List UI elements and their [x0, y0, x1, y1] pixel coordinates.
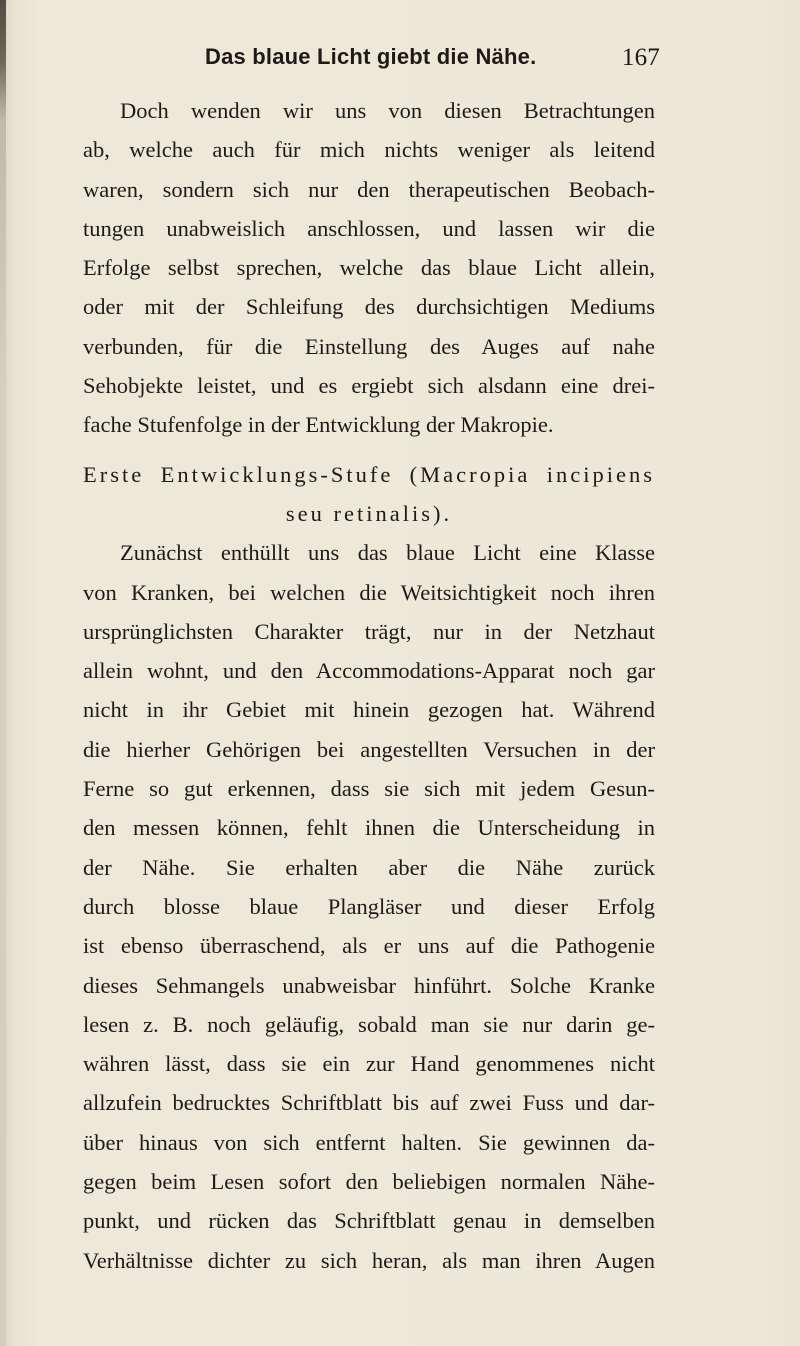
page-number: 167	[621, 44, 660, 71]
text-line: gegen beim Lesen sofort den beliebigen normalen Nähe-	[83, 1169, 655, 1195]
text-line: allein wohnt, und den Accommodations-Apparat noch gar	[83, 658, 655, 684]
text-line: nicht in ihr Gebiet mit hinein gezogen hat. Während	[83, 697, 655, 723]
text-line: Ferne so gut erkennen, dass sie sich mit jedem Gesun-	[83, 776, 655, 802]
heading-line: seu retinalis).	[285, 500, 453, 526]
running-head: Das blaue Licht giebt die Nähe.	[205, 44, 537, 69]
text-line: den messen können, fehlt ihnen die Unterscheidung in	[83, 815, 655, 841]
text-line: über hinaus von sich entfernt halten. Sie gewinnen da-	[83, 1129, 655, 1155]
paragraph-1	[83, 91, 655, 445]
text-line: tungen unabweislich anschlossen, und lassen wir die	[83, 215, 655, 241]
text-line: der Nähe. Sie erhalten aber die Nähe zurück	[83, 854, 655, 880]
binding-edge	[0, 0, 6, 1346]
heading-line: Erste Entwicklungs-Stufe (Macropia incipiens	[83, 461, 655, 487]
text-line: verbunden, für die Einstellung des Auges auf nahe	[83, 333, 655, 359]
text-line: Verhältnisse dichter zu sich heran, als man ihren Augen	[83, 1247, 655, 1273]
text-line: Zunächst enthüllt uns das blaue Licht eine Klasse	[120, 540, 655, 566]
text-line: durch blosse blaue Plangläser und dieser Erfolg	[83, 893, 655, 919]
text-line: oder mit der Schleifung des durchsichtigen Mediums	[83, 294, 655, 320]
body-text	[83, 91, 655, 1280]
text-line: Sehobjekte leistet, und es ergiebt sich alsdann eine drei-	[83, 373, 655, 399]
page-header	[205, 44, 660, 80]
text-line: währen lässt, dass sie ein zur Hand genommenes nicht	[83, 1051, 655, 1077]
text-line: Erfolge selbst sprechen, welche das blaue Licht allein,	[83, 255, 655, 281]
text-line: punkt, und rücken das Schriftblatt genau in demselben	[83, 1208, 655, 1234]
paragraph-2	[83, 533, 655, 1280]
text-line: allzufein bedrucktes Schriftblatt bis auf zwei Fuss und dar-	[83, 1090, 655, 1116]
text-line: ist ebenso überraschend, als er uns auf die Pathogenie	[83, 933, 655, 959]
text-line: ursprünglichsten Charakter trägt, nur in der Netzhaut	[83, 618, 655, 644]
text-line: von Kranken, bei welchen die Weitsichtigkeit noch ihren	[83, 579, 655, 605]
text-line: die hierher Gehörigen bei angestellten Versuchen in der	[83, 736, 655, 762]
text-line: lesen z. B. noch geläufig, sobald man sie nur darin ge-	[83, 1011, 655, 1037]
section-heading	[83, 455, 655, 534]
text-line: fache Stufenfolge in der Entwicklung der Makropie.	[83, 412, 554, 438]
text-line: ab, welche auch für mich nichts weniger als leitend	[83, 137, 655, 163]
text-line: waren, sondern sich nur den therapeutischen Beobach-	[83, 176, 655, 202]
text-line: Doch wenden wir uns von diesen Betrachtungen	[120, 98, 655, 123]
text-line: dieses Sehmangels unabweisbar hinführt. Solche Kranke	[83, 972, 655, 998]
